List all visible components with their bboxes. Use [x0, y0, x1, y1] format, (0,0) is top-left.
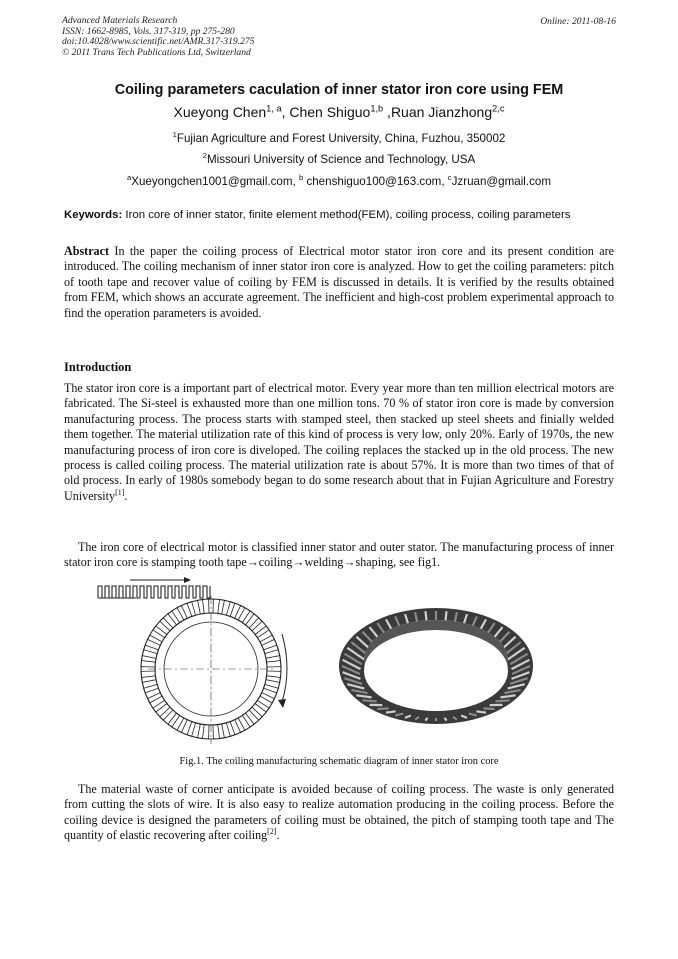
author-list — [0, 104, 678, 120]
stator-tooth — [266, 676, 281, 683]
stator-tooth — [198, 600, 205, 615]
stator-tooth — [226, 602, 235, 617]
citation-ref: [1] — [115, 487, 125, 497]
core-slot — [363, 700, 377, 701]
paper-title: Coiling parameters caculation of inner stator iron core using FEM — [114, 82, 564, 98]
keywords-label: Keywords: — [64, 209, 123, 221]
abstract — [64, 244, 614, 321]
paragraph-end: . — [124, 488, 128, 503]
author-name: Chen Shiguo — [289, 104, 371, 120]
journal-header — [62, 16, 254, 58]
email-sup: a — [126, 173, 132, 183]
stator-tooth — [218, 724, 225, 739]
stator-tooth — [142, 656, 157, 663]
online-date: Online: 2011-08-16 — [540, 16, 616, 27]
intro-paragraph-1 — [64, 381, 614, 504]
stator-tooth — [142, 676, 157, 683]
stator-tooth — [144, 645, 159, 654]
affiliation-sup: 2 — [202, 151, 207, 161]
stator-core-photo — [339, 608, 533, 724]
coiling-schematic — [98, 577, 287, 744]
author-sup: 1, a — [266, 103, 282, 114]
stator-tooth — [235, 718, 245, 732]
stator-tooth — [144, 684, 159, 693]
author-name: Ruan Jianzhong — [390, 104, 493, 120]
stator-tooth — [260, 635, 274, 645]
email-line — [0, 175, 678, 188]
stator-tooth — [177, 606, 187, 620]
stator-tooth — [187, 602, 196, 617]
email-text: Xueyongchen1001@gmail.com, — [131, 175, 299, 188]
intro-paragraph-3 — [64, 782, 614, 844]
abstract-text: In the paper the coiling process of Electrical motor stator iron core and its present condition are introduced. The coiling mechanism of inner stator iron core is analyzed. How to get the coiling parameters: pitch of tooth tape and recover value of coiling by FEM is discussed in details. It is verified by the results obtained from FEM, which shows an accurate agreement. The inefficient and high-cost problem experimental approach to find the operation parameters is avoided. — [64, 244, 614, 320]
keywords — [64, 208, 614, 223]
stator-tooth — [264, 645, 279, 654]
figure-caption: Fig.1. The coiling manufacturing schematic diagram of inner stator iron core — [179, 756, 499, 767]
affiliation-text: Missouri University of Science and Technology, USA — [206, 153, 476, 166]
keywords-text: Iron core of inner stator, finite element method(FEM), coiling process, coiling parameters — [122, 209, 571, 221]
stator-tooth — [148, 693, 162, 703]
author-separator: , — [383, 104, 391, 120]
email-text: Jzruan@gmail.com — [451, 175, 552, 188]
email-text: chenshiguo100@163.com, — [303, 175, 448, 188]
author-sup: 1,b — [370, 103, 384, 114]
stator-tooth — [148, 635, 162, 645]
section-heading-introduction: Introduction — [64, 360, 132, 374]
affiliation-2 — [0, 153, 678, 166]
doi-line: doi:10.4028/www.scientific.net/AMR.317-319.275 — [62, 36, 255, 48]
core-slot — [495, 700, 509, 701]
author-sup: 2,c — [492, 103, 505, 114]
affiliation-text: Fujian Agriculture and Forest University, China, Fuzhou, 350002 — [176, 132, 506, 145]
affiliation-1 — [0, 132, 678, 145]
stator-tooth — [260, 693, 274, 703]
core-slot — [476, 711, 486, 712]
intro-paragraph-2: The iron core of electrical motor is classified inner stator and outer stator. The manufacturing process of inner stator iron core is stamping tooth tape→coiling→welding→shaping, see fig1. — [64, 540, 614, 570]
stator-tooth — [187, 722, 196, 737]
citation-ref: [2] — [267, 827, 277, 837]
affiliation-sup: 1 — [172, 130, 177, 140]
core-slot — [386, 711, 396, 712]
email-sup: b — [298, 173, 304, 183]
issn-line: ISSN: 1662-8985, Vols. 317-319, pp 275-280 — [62, 25, 235, 37]
rotation-arrow-icon — [278, 699, 286, 708]
author-separator: , — [281, 104, 290, 120]
stator-tooth — [198, 724, 205, 739]
core-slot — [377, 708, 388, 709]
stator-tooth — [264, 684, 279, 693]
paragraph-text: The material waste of corner anticipate is avoided because of coiling process. The waste is only generated from cutting the slots of wire. It is also easy to realize automation producing in the coiling process. Before the coiling device is designed the parameters of coiling must be obtained, the pitch of stamping tooth tape and The quantity of elastic recovering after coiling — [64, 782, 614, 843]
stator-tooth — [177, 718, 187, 732]
core-slot — [483, 708, 494, 709]
stator-tooth — [235, 606, 245, 620]
author-name: Xueyong Chen — [173, 104, 267, 120]
paragraph-end: . — [276, 828, 280, 843]
tooth-tape — [98, 586, 210, 598]
journal-name: Advanced Materials Research — [62, 15, 178, 26]
stator-tooth — [266, 656, 281, 663]
abstract-label: Abstract — [64, 244, 110, 258]
email-sup: c — [447, 173, 452, 183]
stator-tooth — [218, 600, 225, 615]
paragraph-text: The stator iron core is a important part of electrical motor. Every year more than ten million electrical motors are fabricated. The Si-steel is exhausted more than one million tons. 70 % of stator iron core is made by conversion manufacturing process. The process starts with stamped steel, then stacked up steel sheets and finially welded them together. The material utilization rate of this kind of process is very low, only 20%. Early of 1970s, the new manufacturing process of iron core is diveloped. The coiling replaces the stacked up in the old process. The new process is called coiling process. The material utilization rate is about 57%. It is more than two times of that of old process. In early of 1980s somebody began to do some research about that in Fujian Agriculture and Forestry University — [64, 381, 614, 503]
stator-tooth — [226, 722, 235, 737]
coiling-figure — [96, 574, 616, 754]
copyright-line: © 2011 Trans Tech Publications Ltd, Switzerland — [62, 46, 251, 58]
